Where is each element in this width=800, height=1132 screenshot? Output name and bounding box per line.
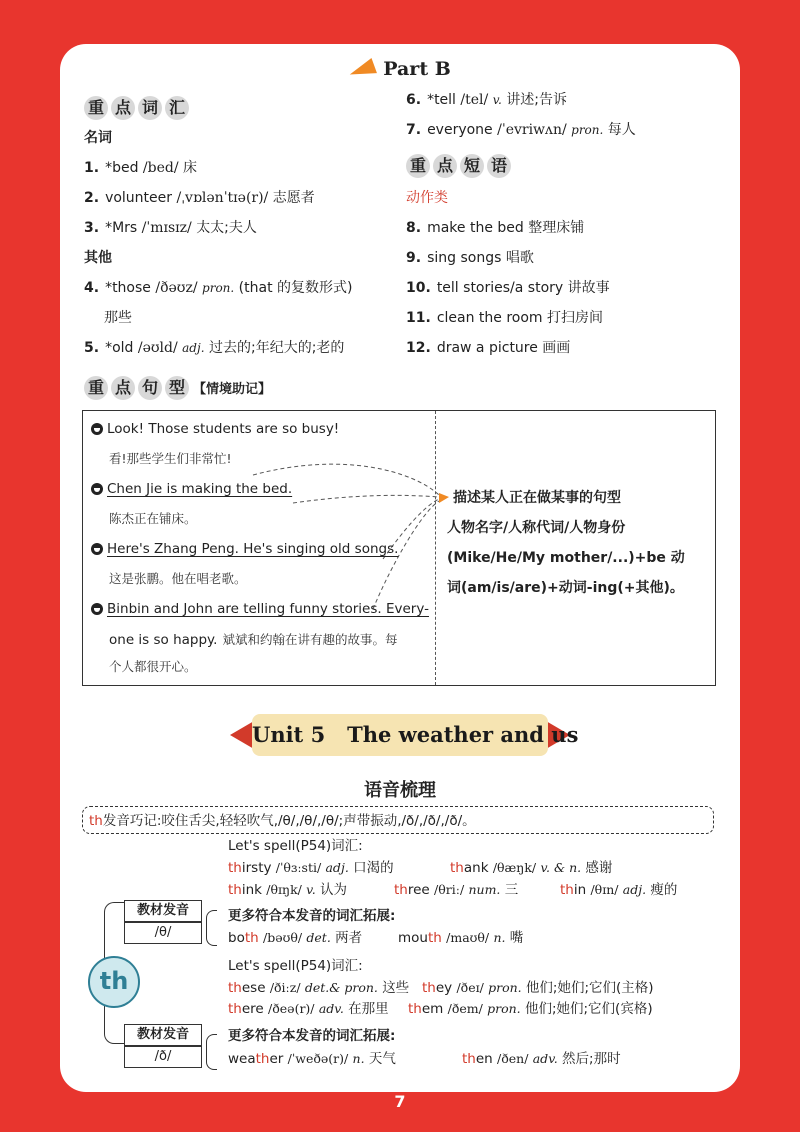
kid-face-icon bbox=[91, 423, 103, 435]
word-cn: 认为 bbox=[320, 882, 348, 898]
eth-sub-bracket bbox=[206, 1034, 217, 1070]
item-ipa: /ˈevriwʌn/ bbox=[497, 122, 567, 138]
paper-plane-icon bbox=[347, 58, 377, 82]
phrase-item bbox=[406, 248, 534, 268]
connector-line bbox=[293, 495, 439, 503]
word-cn: 口渴的 bbox=[353, 860, 394, 876]
heading-char-badge: 句 bbox=[138, 376, 162, 400]
word-ipa: /ðem/ bbox=[447, 1001, 483, 1016]
rule-line: (Mike/He/My mother/...)+be 动 bbox=[447, 550, 685, 566]
word-rest: ree bbox=[407, 882, 430, 898]
arrow-head-icon bbox=[439, 493, 449, 503]
lets-spell-eth: Let's spell(P54)词汇: bbox=[228, 958, 363, 974]
word-cn: 天气 bbox=[368, 1051, 396, 1067]
sentence-text: Binbin and John are telling funny stories. Every- bbox=[107, 601, 429, 617]
theta-tag: 教材发音 bbox=[124, 900, 202, 922]
word-cn: 感谢 bbox=[585, 860, 613, 876]
phrase-item bbox=[406, 308, 603, 328]
item-num: 11. bbox=[406, 310, 431, 326]
word-cn: 他们;她们;它们(主格) bbox=[525, 980, 654, 996]
theta-sub-bracket bbox=[206, 910, 217, 946]
kid-face-icon bbox=[91, 483, 103, 495]
sentence-text: Look! Those students are so busy! bbox=[107, 421, 340, 437]
lets-spell-theta: Let's spell(P54)词汇: bbox=[228, 838, 363, 854]
word-ipa: /ˈweðə(r)/ bbox=[287, 1051, 349, 1066]
sentence-cn: 看!那些学生们非常忙! bbox=[109, 451, 232, 466]
word-pos: det. bbox=[306, 930, 331, 945]
word-ipa: /ðiːz/ bbox=[269, 980, 301, 995]
item-word: volunteer bbox=[105, 190, 173, 206]
word-th: th bbox=[228, 882, 242, 898]
sentence-cn: 斌斌和约翰在讲有趣的故事。每 bbox=[222, 632, 398, 647]
word-ipa: /θæŋk/ bbox=[492, 860, 537, 875]
theta-symbol: /θ/ bbox=[124, 922, 202, 944]
word-pos: det.& pron. bbox=[304, 980, 378, 995]
heading-char-badge: 汇 bbox=[165, 96, 189, 120]
heading-char-badge: 点 bbox=[433, 154, 457, 178]
sentence-text: one is so happy. bbox=[109, 632, 218, 648]
sentence-en bbox=[91, 479, 292, 499]
word-ipa: /ðen/ bbox=[497, 1051, 529, 1066]
item-pos: pron. bbox=[202, 281, 235, 295]
word-cn: 两者 bbox=[335, 930, 363, 946]
theta-more-word bbox=[228, 927, 362, 949]
item-word: *bed bbox=[105, 160, 139, 176]
phrase-text: tell stories/a story 讲故事 bbox=[436, 280, 610, 296]
rule-line: 词(am/is/are)+动词-ing(+其他)。 bbox=[447, 580, 684, 596]
sentence-en bbox=[91, 419, 339, 439]
word-rest: er bbox=[269, 1051, 284, 1067]
word-cn: 然后;那时 bbox=[562, 1051, 621, 1067]
page-number: 7 bbox=[394, 1092, 406, 1111]
item-word: *tell bbox=[427, 92, 456, 108]
sentence-cn: 这是张鹏。他在唱老歌。 bbox=[109, 571, 247, 586]
word-th: th bbox=[228, 1001, 242, 1017]
theta-word bbox=[228, 857, 394, 879]
item-pos: adj. bbox=[182, 341, 205, 355]
word-pre: wea bbox=[228, 1051, 256, 1067]
item-cn: 床 bbox=[183, 160, 198, 176]
item-cn: 志愿者 bbox=[272, 190, 315, 206]
item-num: 2. bbox=[84, 190, 100, 206]
item-cn: (that 的复数形式) bbox=[238, 280, 353, 296]
sentence-cn: 个人都很开心。 bbox=[109, 659, 197, 674]
word-pre: bo bbox=[228, 930, 245, 946]
word-pos: adv. bbox=[318, 1001, 344, 1016]
item-cn: 讲述;告诉 bbox=[506, 92, 568, 108]
heading-char-badge: 点 bbox=[111, 96, 135, 120]
item-word: *old bbox=[105, 340, 134, 356]
word-th: th bbox=[427, 930, 442, 946]
word-rest: ere bbox=[241, 1001, 264, 1017]
sentence-line bbox=[109, 629, 398, 650]
sentence-text: Chen Jie is making the bed. bbox=[107, 481, 293, 497]
item-pos: pron. bbox=[571, 123, 604, 137]
item-num: 12. bbox=[406, 340, 431, 356]
word-th: th bbox=[560, 882, 574, 898]
vocab-item-6 bbox=[406, 90, 567, 110]
phrase-item bbox=[406, 338, 570, 358]
word-ipa: /θriː/ bbox=[434, 882, 465, 897]
unit-banner: Unit 5 The weather and us bbox=[252, 714, 548, 756]
heading-char-badge: 语 bbox=[487, 154, 511, 178]
eth-word bbox=[408, 998, 653, 1020]
phrase-text: clean the room 打扫房间 bbox=[436, 310, 604, 326]
heading-char-badge: 重 bbox=[406, 154, 430, 178]
rule-title: 描述某人正在做某事的句型 bbox=[453, 490, 621, 506]
word-cn: 这些 bbox=[382, 980, 410, 996]
phrase-text: make the bed 整理床铺 bbox=[427, 220, 585, 236]
item-num: 9. bbox=[406, 250, 422, 266]
sentence-box bbox=[82, 410, 716, 686]
more-theta-label: 更多符合本发音的词汇拓展: bbox=[228, 908, 396, 924]
phonics-tip bbox=[82, 806, 714, 834]
vocab-heading bbox=[84, 96, 189, 120]
item-cn: 过去的;年纪大的;老的 bbox=[208, 340, 345, 356]
eth-word bbox=[228, 998, 389, 1020]
word-cn: 在那里 bbox=[348, 1001, 389, 1017]
word-th: th bbox=[228, 980, 242, 996]
phrase-category: 动作类 bbox=[406, 190, 448, 206]
vocab-item-5 bbox=[84, 338, 344, 358]
phonics-title: 语音梳理 bbox=[364, 780, 436, 801]
word-cn: 他们;她们;它们(宾格) bbox=[524, 1001, 653, 1017]
word-rest: en bbox=[475, 1051, 493, 1067]
item-num: 5. bbox=[84, 340, 100, 356]
eth-more-word bbox=[462, 1048, 621, 1070]
vocab-item-2 bbox=[84, 188, 315, 208]
word-pos: num. bbox=[468, 882, 501, 897]
heading-char-badge: 重 bbox=[84, 96, 108, 120]
word-cn: 瘦的 bbox=[650, 882, 678, 898]
word-ipa: /bəʊθ/ bbox=[263, 930, 303, 945]
phrase-item bbox=[406, 218, 584, 238]
heading-char-badge: 短 bbox=[460, 154, 484, 178]
other-label: 其他 bbox=[84, 250, 112, 266]
vocab-item-3 bbox=[84, 218, 257, 238]
tip-th: th bbox=[89, 813, 103, 829]
theta-word bbox=[560, 879, 677, 901]
word-ipa: /θɪŋk/ bbox=[266, 882, 302, 897]
word-th: th bbox=[450, 860, 464, 876]
word-th: th bbox=[228, 860, 242, 876]
word-rest: em bbox=[421, 1001, 444, 1017]
word-pos: v. & n. bbox=[540, 860, 582, 875]
item-num: 6. bbox=[406, 92, 422, 108]
page-card bbox=[60, 44, 740, 1092]
word-cn: 三 bbox=[504, 882, 519, 898]
vocab-item-4 bbox=[84, 278, 352, 298]
phrase-text: draw a picture 画画 bbox=[436, 340, 571, 356]
eth-symbol: /ð/ bbox=[124, 1046, 202, 1068]
item-pos: v. bbox=[492, 93, 502, 107]
item-ipa: /ˌvɒlənˈtɪə(r)/ bbox=[176, 190, 269, 206]
item-num: 7. bbox=[406, 122, 422, 138]
heading-char-badge: 重 bbox=[84, 376, 108, 400]
word-pos: n. bbox=[493, 930, 506, 945]
vocab-item-4-cont: 那些 bbox=[104, 310, 132, 326]
word-pos: adj. bbox=[325, 860, 349, 875]
word-th: th bbox=[244, 930, 259, 946]
sentence-text: Here's Zhang Peng. He's singing old songs. bbox=[107, 541, 399, 557]
phrase-text: sing songs 唱歌 bbox=[427, 250, 534, 266]
item-ipa: /əʊld/ bbox=[137, 340, 178, 356]
word-th: th bbox=[462, 1051, 476, 1067]
sentences-heading-badges bbox=[84, 376, 189, 400]
sentence-cn: 陈杰正在铺床。 bbox=[109, 511, 197, 526]
item-num: 3. bbox=[84, 220, 100, 236]
more-eth-label: 更多符合本发音的词汇拓展: bbox=[228, 1028, 396, 1044]
word-ipa: /ðeə(r)/ bbox=[268, 1001, 315, 1016]
item-ipa: /ðəʊz/ bbox=[155, 280, 198, 296]
heading-char-badge: 词 bbox=[138, 96, 162, 120]
noun-label: 名词 bbox=[84, 130, 112, 146]
word-ipa: /ˈθɜːsti/ bbox=[275, 860, 322, 875]
item-word: *Mrs bbox=[105, 220, 138, 236]
eth-word bbox=[228, 977, 409, 999]
tip-text: 发音巧记:咬住舌尖,轻轻吹气,/θ/,/θ/,/θ/;声带振动,/ð/,/ð/,/ð/。 bbox=[102, 813, 476, 829]
word-th: th bbox=[394, 882, 408, 898]
item-ipa: /ˈmɪsɪz/ bbox=[141, 220, 192, 236]
word-th: th bbox=[408, 1001, 422, 1017]
word-rest: ey bbox=[435, 980, 453, 996]
item-num: 1. bbox=[84, 160, 100, 176]
word-pos: adv. bbox=[532, 1051, 558, 1066]
item-word: everyone bbox=[427, 122, 493, 138]
item-cn: 每人 bbox=[607, 122, 636, 138]
vocab-item-1 bbox=[84, 158, 197, 178]
sentences-heading-suffix: 【情境助记】 bbox=[193, 382, 272, 397]
word-pre: mou bbox=[398, 930, 428, 946]
item-num: 10. bbox=[406, 280, 431, 296]
word-rest: in bbox=[573, 882, 587, 898]
phrases-heading bbox=[406, 154, 511, 178]
eth-more-word bbox=[228, 1048, 396, 1070]
phrases-heading-badges bbox=[406, 154, 511, 178]
kid-face-icon bbox=[91, 603, 103, 615]
word-th: th bbox=[255, 1051, 270, 1067]
sentences-heading bbox=[84, 376, 271, 400]
word-rest: ese bbox=[241, 980, 266, 996]
theta-word bbox=[450, 857, 612, 879]
sentence-en bbox=[91, 599, 429, 619]
eth-tag: 教材发音 bbox=[124, 1024, 202, 1046]
heading-char-badge: 型 bbox=[165, 376, 189, 400]
phrase-item bbox=[406, 278, 610, 298]
theta-word bbox=[394, 879, 518, 901]
item-num: 8. bbox=[406, 220, 422, 236]
eth-word bbox=[422, 977, 654, 999]
rule-line: 人物名字/人称代词/人物身份 bbox=[447, 520, 626, 536]
item-cn: 太太;夫人 bbox=[196, 220, 257, 236]
word-pos: n. bbox=[352, 1051, 365, 1066]
word-pos: v. bbox=[306, 882, 316, 897]
vocab-item-7 bbox=[406, 120, 636, 140]
part-title-text: Part B bbox=[383, 58, 451, 80]
word-pos: pron. bbox=[487, 1001, 521, 1016]
item-word: *those bbox=[105, 280, 151, 296]
theta-word bbox=[228, 879, 347, 901]
vocab-heading-badges bbox=[84, 96, 189, 120]
item-ipa: /bed/ bbox=[142, 160, 179, 176]
item-ipa: /tel/ bbox=[460, 92, 489, 108]
word-ipa: /ðeɪ/ bbox=[456, 980, 484, 995]
word-rest: irsty bbox=[241, 860, 272, 876]
word-ipa: /θɪn/ bbox=[590, 882, 619, 897]
word-pos: adj. bbox=[622, 882, 647, 897]
word-pos: pron. bbox=[488, 980, 522, 995]
part-title bbox=[60, 58, 740, 80]
heading-char-badge: 点 bbox=[111, 376, 135, 400]
item-num: 4. bbox=[84, 280, 100, 296]
banner-left-ribbon bbox=[230, 721, 254, 749]
sentence-en bbox=[91, 539, 398, 559]
word-ipa: /maʊθ/ bbox=[446, 930, 490, 945]
word-cn: 嘴 bbox=[509, 930, 524, 946]
word-rest: ank bbox=[463, 860, 489, 876]
word-th: th bbox=[422, 980, 436, 996]
kid-face-icon bbox=[91, 543, 103, 555]
th-center-bubble: th bbox=[88, 956, 140, 1008]
theta-more-word bbox=[398, 927, 523, 949]
word-rest: ink bbox=[241, 882, 262, 898]
